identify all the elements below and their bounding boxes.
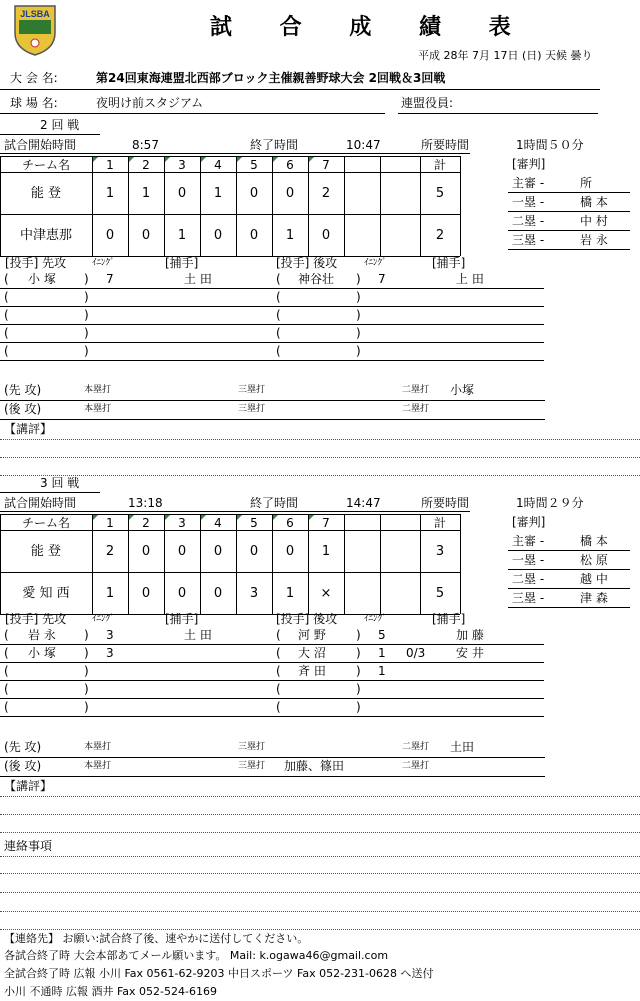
footer-line-1: 【連絡先】 お願い:試合終了後、速やかに送付してください。: [4, 932, 309, 945]
triple-label: 三塁打: [238, 385, 266, 395]
officer-label: 連盟役員:: [401, 96, 454, 110]
inning-header: 1: [106, 158, 114, 172]
team-name: 能 登: [30, 186, 62, 201]
inning-header: 5: [250, 516, 258, 530]
footer-line-4: 小川 不通時 広報 酒井 Fax 052-524-6169: [4, 985, 217, 998]
umpire-role: 三塁 -: [512, 591, 545, 605]
umpire-role: 一塁 -: [512, 195, 545, 209]
inning-header: 2: [142, 516, 150, 530]
end-time: 14:47: [346, 496, 381, 510]
start-time-label: 試合開始時間: [4, 138, 77, 152]
umpire-name: 橋 本: [580, 195, 608, 209]
paren-open: (: [4, 664, 9, 678]
round-title: 2 回 戦: [40, 118, 80, 132]
hr-label: 本塁打: [84, 761, 112, 771]
inning-header: 1: [106, 516, 114, 530]
paren-open: (: [276, 326, 281, 340]
double-label: 二塁打: [402, 761, 430, 771]
inning-header: 7: [322, 516, 330, 530]
inning-header: 6: [286, 158, 294, 172]
hr-label: 本塁打: [84, 742, 112, 752]
catcher-name: 上 田: [456, 272, 484, 286]
inning-score: 0: [285, 544, 295, 559]
paren-close: ): [84, 664, 89, 678]
footer-line-3: 全試合終了時 広報 小川 Fax 0561-62-9203 中日スポーツ Fax 052-231-0628 へ送付: [4, 967, 434, 980]
pitcher-innings: 5: [378, 628, 386, 642]
inning-score: 0: [285, 186, 295, 201]
inning-score: 0: [213, 544, 223, 559]
team-name: 愛 知 西: [22, 586, 70, 601]
triple-label: 三塁打: [238, 404, 266, 414]
end-time-label: 終了時間: [250, 138, 299, 152]
inning-score: 1: [105, 186, 115, 201]
umpire-name: 津 森: [580, 591, 608, 605]
paren-close: ): [84, 700, 89, 714]
inning-score: 3: [249, 586, 259, 601]
inning-header: 4: [214, 516, 222, 530]
catcher-label: [捕手]: [432, 612, 466, 626]
pitcher-name: 神谷壮: [298, 272, 335, 286]
round-title: 3 回 戦: [40, 476, 80, 490]
double-label: 二塁打: [402, 404, 430, 414]
inning-score: 1: [105, 586, 115, 601]
inning-score: ×: [320, 586, 332, 601]
hr-label: 本塁打: [84, 404, 112, 414]
catcher-label: [捕手]: [165, 612, 199, 626]
venue-label: 球 場 名:: [10, 96, 58, 110]
team-name: 能 登: [30, 544, 62, 559]
umpire-role: 主審 -: [512, 176, 545, 190]
inning-header: 3: [178, 158, 186, 172]
inning-header: 5: [250, 158, 258, 172]
paren-close: ): [84, 628, 89, 642]
umpire-role: 主審 -: [512, 534, 545, 548]
attack-label: (後 攻): [4, 759, 42, 773]
umpire-name: 橋 本: [580, 534, 608, 548]
tournament-name: 第24回東海連盟北西部ブロック主催親善野球大会 2回戦＆3回戦: [96, 71, 446, 85]
umpire-role: 三塁 -: [512, 233, 545, 247]
paren-open: (: [276, 664, 281, 678]
contact-heading: 連絡事項: [4, 839, 53, 853]
team-name-header: チーム名: [21, 158, 70, 172]
pitcher-second-label: [投手] 後攻: [276, 612, 338, 626]
inning-label: ｲﾆﾝｸﾞ: [92, 614, 115, 624]
paren-close: ): [84, 272, 89, 286]
inning-score: 1: [285, 586, 295, 601]
duration: 1時間５０分: [516, 138, 584, 152]
pitcher-second-label: [投手] 後攻: [276, 256, 338, 270]
paren-close: ): [84, 308, 89, 322]
pitcher-name: 大 沼: [298, 646, 326, 660]
inning-score: 0: [141, 586, 151, 601]
paren-open: (: [4, 682, 9, 696]
pitcher-outs: 0/3: [406, 646, 426, 660]
logo-text: JLSBA: [20, 9, 50, 19]
paren-open: (: [276, 646, 281, 660]
inning-label: ｲﾆﾝｸﾞ: [92, 258, 115, 268]
paren-open: (: [276, 700, 281, 714]
pitcher-innings: 1: [378, 664, 386, 678]
catcher-name: 加 藤: [456, 628, 484, 642]
umpire-name: 岩 永: [580, 233, 608, 247]
catcher-name: 土 田: [184, 628, 212, 642]
start-time-label: 試合開始時間: [4, 496, 77, 510]
duration: 1時間２９分: [516, 496, 584, 510]
umpire-name: 越 中: [580, 572, 608, 586]
pitcher-name: 河 野: [298, 628, 326, 642]
umpire-role: 二塁 -: [512, 214, 545, 228]
paren-open: (: [276, 682, 281, 696]
inning-score: 1: [321, 544, 331, 559]
end-time-label: 終了時間: [250, 496, 299, 510]
triple-label: 三塁打: [238, 761, 266, 771]
paren-open: (: [4, 290, 9, 304]
paren-open: (: [276, 272, 281, 286]
venue-name: 夜明け前スタジアム: [96, 96, 204, 110]
catcher-label: [捕手]: [165, 256, 199, 270]
total-score: 5: [435, 586, 445, 601]
paren-open: (: [4, 628, 9, 642]
page-title: 試 合 成 績 表: [210, 15, 531, 40]
triple-value: 加藤、篠田: [284, 759, 345, 773]
inning-score: 0: [141, 228, 151, 243]
attack-label: (先 攻): [4, 740, 42, 754]
duration-label: 所要時間: [421, 138, 470, 152]
paren-open: (: [4, 272, 9, 286]
team-name: 中津恵那: [19, 228, 72, 243]
double-label: 二塁打: [402, 385, 430, 395]
catcher-name: 土 田: [184, 272, 212, 286]
pitcher-innings: 7: [106, 272, 114, 286]
inning-header: 6: [286, 516, 294, 530]
umpire-role: 二塁 -: [512, 572, 545, 586]
inning-score: 0: [177, 544, 187, 559]
umpire-role: 一塁 -: [512, 553, 545, 567]
paren-close: ): [84, 326, 89, 340]
double-label: 二塁打: [402, 742, 430, 752]
umpires-label: [審判]: [512, 515, 546, 529]
inning-label: ｲﾆﾝｸﾞ: [364, 258, 387, 268]
inning-score: 2: [105, 544, 115, 559]
paren-close: ): [356, 272, 361, 286]
paren-close: ): [356, 344, 361, 358]
paren-close: ): [356, 682, 361, 696]
duration-label: 所要時間: [421, 496, 470, 510]
pitcher-name: 岩 永: [28, 628, 56, 642]
inning-score: 0: [249, 228, 259, 243]
inning-score: 0: [105, 228, 115, 243]
double-value: 小塚: [450, 383, 475, 397]
total-score: 2: [435, 228, 445, 243]
catcher-label: [捕手]: [432, 256, 466, 270]
inning-score: 0: [141, 544, 151, 559]
paren-open: (: [276, 628, 281, 642]
pitcher-innings: 3: [106, 646, 114, 660]
inning-header: 4: [214, 158, 222, 172]
pitcher-innings: 7: [378, 272, 386, 286]
umpire-name: 中 村: [580, 214, 608, 228]
inning-score: 0: [213, 228, 223, 243]
inning-score: 0: [177, 586, 187, 601]
inning-header: 3: [178, 516, 186, 530]
paren-open: (: [276, 308, 281, 322]
hr-label: 本塁打: [84, 385, 112, 395]
date-weather: 平成 28年 7月 17日 (日) 天候 曇り: [418, 49, 593, 62]
inning-score: 0: [321, 228, 331, 243]
paren-close: ): [356, 290, 361, 304]
pitcher-innings: 1: [378, 646, 386, 660]
inning-score: 1: [177, 228, 187, 243]
attack-label: (先 攻): [4, 383, 42, 397]
comment-label: 【講評】: [4, 422, 53, 436]
umpire-name: 松 原: [580, 553, 608, 567]
paren-close: ): [84, 682, 89, 696]
umpire-name: 所: [580, 176, 593, 190]
paren-open: (: [4, 344, 9, 358]
paren-open: (: [4, 326, 9, 340]
paren-close: ): [84, 646, 89, 660]
paren-open: (: [4, 700, 9, 714]
inning-header: 7: [322, 158, 330, 172]
inning-header: 2: [142, 158, 150, 172]
paren-close: ): [84, 344, 89, 358]
inning-score: 0: [249, 544, 259, 559]
attack-label: (後 攻): [4, 402, 42, 416]
paren-open: (: [276, 344, 281, 358]
triple-label: 三塁打: [238, 742, 266, 752]
inning-score: 0: [249, 186, 259, 201]
total-header: 計: [433, 158, 446, 172]
paren-close: ): [356, 628, 361, 642]
footer-line-2: 各試合終了時 大会本部あてメール願います。 Mail: k.ogawa46@gmail.com: [4, 949, 389, 962]
pitcher-innings: 3: [106, 628, 114, 642]
paren-close: ): [356, 326, 361, 340]
paren-open: (: [276, 290, 281, 304]
tournament-label: 大 会 名:: [10, 71, 58, 85]
pitcher-first-label: [投手] 先攻: [5, 256, 67, 270]
paren-close: ): [356, 646, 361, 660]
inning-score: 1: [141, 186, 151, 201]
inning-score: 1: [213, 186, 223, 201]
paren-close: ): [356, 308, 361, 322]
paren-open: (: [4, 646, 9, 660]
inning-label: ｲﾆﾝｸﾞ: [364, 614, 387, 624]
start-time: 13:18: [128, 496, 163, 510]
paren-close: ): [356, 700, 361, 714]
paren-close: ): [84, 290, 89, 304]
inning-score: 1: [285, 228, 295, 243]
catcher-name: 安 井: [456, 646, 484, 660]
paren-open: (: [4, 308, 9, 322]
league-logo: [12, 3, 58, 57]
total-header: 計: [433, 516, 446, 530]
double-value: 土田: [450, 740, 475, 754]
inning-score: 2: [321, 186, 331, 201]
umpires-label: [審判]: [512, 157, 546, 171]
comment-label: 【講評】: [4, 779, 53, 793]
team-name-header: チーム名: [21, 516, 70, 530]
inning-score: 0: [213, 586, 223, 601]
start-time: 8:57: [132, 138, 159, 152]
inning-score: 0: [177, 186, 187, 201]
pitcher-name: 小 塚: [28, 646, 56, 660]
pitcher-name: 斉 田: [298, 664, 326, 678]
paren-close: ): [356, 664, 361, 678]
pitcher-name: 小 塚: [28, 272, 56, 286]
total-score: 3: [435, 544, 445, 559]
pitcher-first-label: [投手] 先攻: [5, 612, 67, 626]
total-score: 5: [435, 186, 445, 201]
end-time: 10:47: [346, 138, 381, 152]
